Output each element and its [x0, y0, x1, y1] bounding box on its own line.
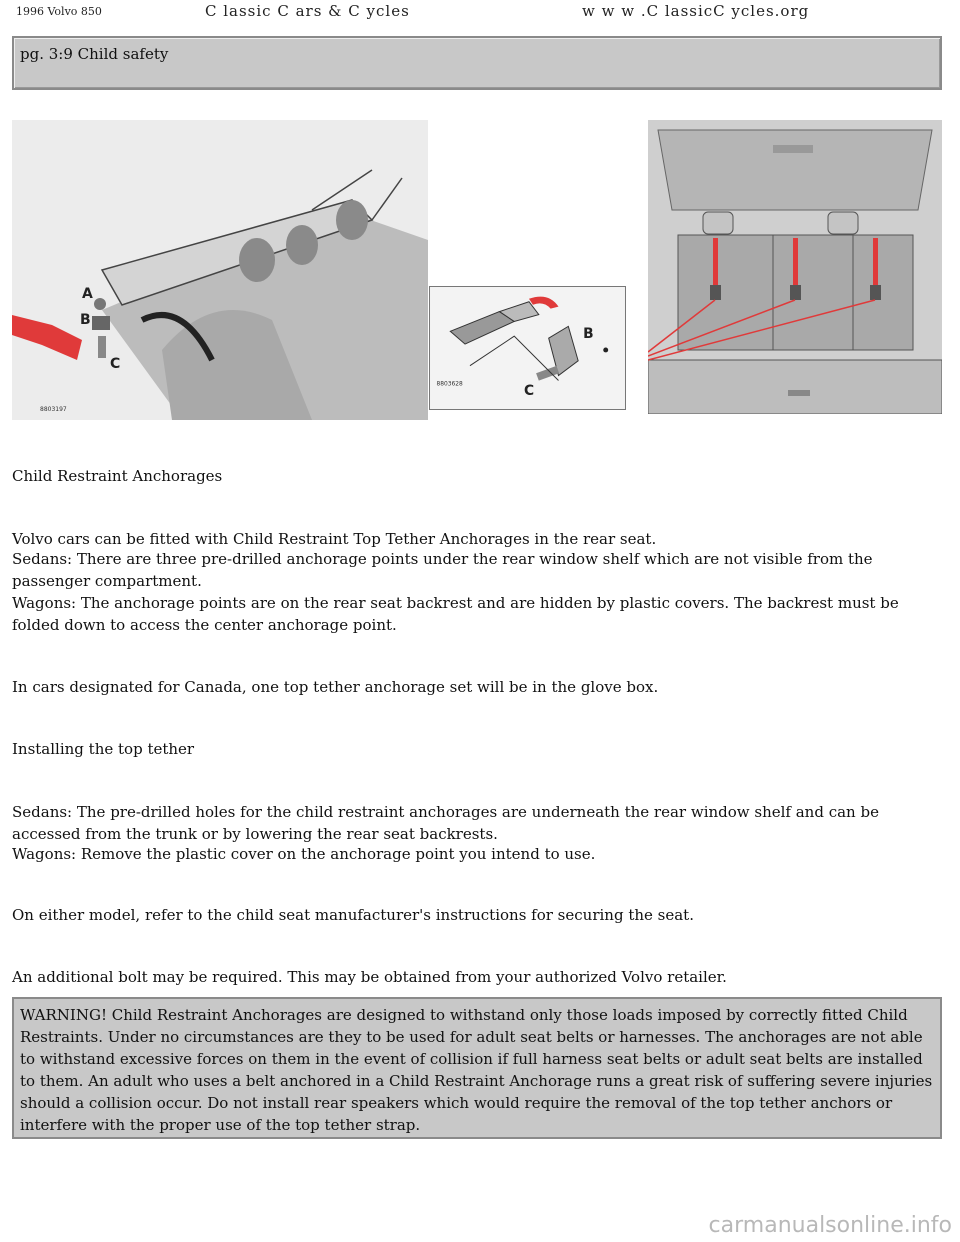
fig-b-code: 8803628 [436, 381, 463, 388]
watermark: carmanualsonline.info [708, 1213, 952, 1238]
fig-a-label-a: A [82, 286, 93, 302]
page-title: pg. 3:9 Child safety [20, 45, 169, 63]
wagon-cargo-illustration [648, 120, 942, 414]
fig-a-label-c: C [110, 356, 121, 372]
bolt-detail-illustration [429, 286, 626, 410]
paragraph-5: Installing the top tether [12, 740, 195, 758]
fig-b-label-b: B [583, 326, 594, 343]
paragraph-8: On either model, refer to the child seat manufacturer's instructions for securing the seat. [12, 906, 694, 924]
fig-a-code: 8803197 [40, 406, 67, 413]
header-site-name: C lassic C ars & C ycles [205, 2, 410, 20]
paragraph-2: Sedans: There are three pre-drilled anchorage points under the rear window shelf which are not visible from the passenger compartment. [12, 550, 873, 590]
paragraph-7: Wagons: Remove the plastic cover on the anchorage point you intend to use. [12, 845, 596, 863]
warning-text: WARNING! Child Restraint Anchorages are designed to withstand only those loads imposed by correctly fitted Child Restraints. Under no circumstances are they to be used for adult seat belts or harnesses. The anchorages are not able to withstand excessive forces on them in the event of collision if full harness seat belts or adult seat belts are installed to them. An adult who uses a belt anchored in a Child Restraint Anchorage runs a great risk of suffering severe injuries should a collision occur. Do not install rear speakers which would require the removal of the top tether anchors or interfere with the proper use of the top tether strap. [20, 1006, 933, 1134]
warning-box [12, 997, 942, 1139]
paragraph-6: Sedans: The pre-drilled holes for the child restraint anchorages are underneath the rear window shelf and can be accessed from the trunk or by lowering the rear seat backrests. [12, 803, 879, 843]
paragraph-3: Wagons: The anchorage points are on the rear seat backrest and are hidden by plastic covers. The backrest must be folded down to access the center anchorage point. [12, 594, 899, 634]
header-url[interactable]: w w w .C lassicC ycles.org [582, 2, 810, 20]
page-title-box [12, 36, 942, 90]
fig-a-label-b: B [80, 312, 91, 328]
paragraph-9: An additional bolt may be required. This may be obtained from your authorized Volvo retailer. [12, 968, 727, 986]
section-heading: Child Restraint Anchorages [12, 467, 223, 485]
page-header [0, 0, 960, 24]
sedan-anchorage-illustration [12, 120, 428, 420]
paragraph-1: Volvo cars can be fitted with Child Restraint Top Tether Anchorages in the rear seat. [12, 530, 657, 548]
header-model: 1996 Volvo 850 [16, 5, 102, 18]
paragraph-4: In cars designated for Canada, one top tether anchorage set will be in the glove box. [12, 678, 659, 696]
fig-b-label-c: C [524, 383, 535, 400]
